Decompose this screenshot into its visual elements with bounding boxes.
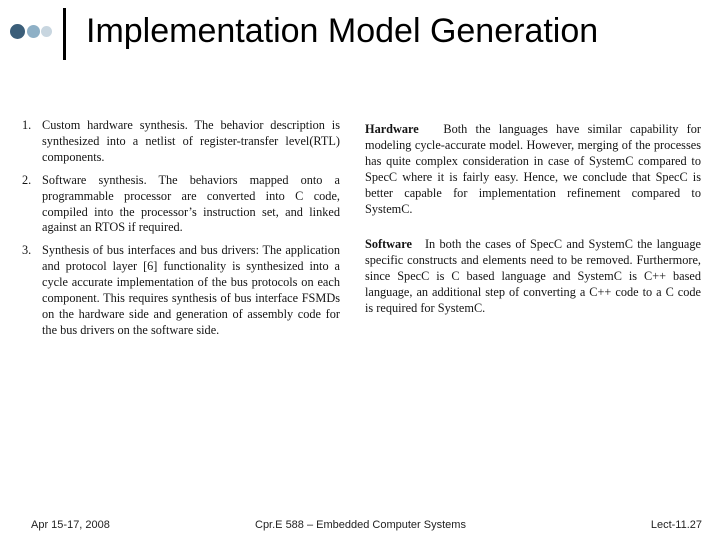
footer-slide-number: Lect-11.27 <box>650 519 702 531</box>
footer-course: Cpr.E 588 – Embedded Computer Systems <box>255 519 466 531</box>
item-text: Synthesis of bus interfaces and bus drivers: The application and protocol layer [6] functionality is synthesized into a cycle accurate implementation of the bus protocols on each component. This requires synthesis of bus interface FSMDs on the hardware side and generation of assembly code for the bus drivers on the software side. <box>42 243 340 337</box>
dark-dot-icon <box>10 24 25 39</box>
medium-dot-icon <box>27 25 40 38</box>
item-text: Custom hardware synthesis. The behavior description is synthesized into a netlist of register-transfer level(RTL) components. <box>42 118 340 164</box>
item-number: 1. <box>22 118 32 132</box>
item-number: 3. <box>22 243 32 258</box>
slide-title: Implementation Model Generation <box>86 12 599 50</box>
item-number: 2. <box>22 172 32 187</box>
hardware-paragraph <box>365 122 701 217</box>
title-bullet-dots <box>10 24 68 40</box>
item-text: Software synthesis. The behaviors mapped onto a programmable processor are converted into C code, compiled into the processor’s instruction set, and linked against an RTOS if required. <box>42 172 340 235</box>
synthesis-steps-list <box>22 118 340 346</box>
list-item <box>22 173 340 237</box>
footer-date: Apr 15-17, 2008 <box>31 519 110 531</box>
comparison-column <box>365 122 701 337</box>
paragraph-text: Both the languages have similar capability for modeling cycle-accurate model. However, merging of the processes has quite complex consideration in case of SystemC compared to SpecC where it is fairly easy. Hence, we conclude that SpecC is better capable for implementation refinement compared to SystemC. <box>365 122 701 216</box>
software-paragraph <box>365 237 701 317</box>
light-dot-icon <box>41 26 52 37</box>
paragraph-heading: Software <box>365 237 412 252</box>
title-divider <box>63 8 66 60</box>
list-item <box>22 243 340 338</box>
list-item <box>22 118 340 166</box>
paragraph-text: In both the cases of SpecC and SystemC the language specific constructs and elements need to be removed. Furthermore, since SpecC is C based language and SystemC is C++ based language, an additional step of converting a C++ code to a C code is required for SystemC. <box>365 237 701 316</box>
paragraph-heading: Hardware <box>365 122 419 136</box>
